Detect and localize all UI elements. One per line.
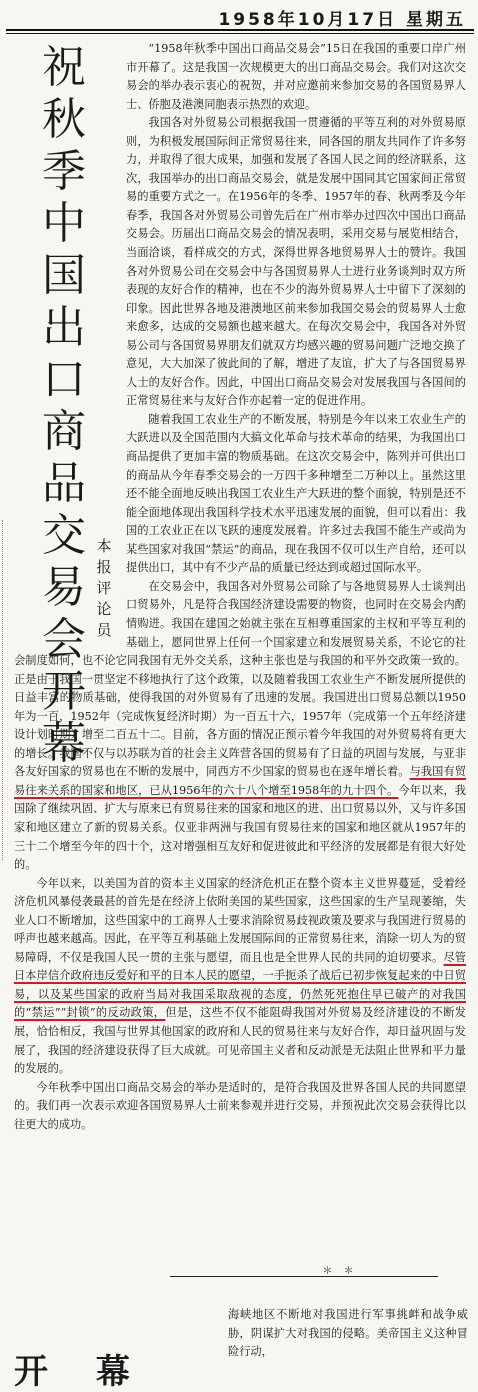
title-char: 幕 — [42, 718, 86, 769]
paragraph-text: 在交易会中，我国各对外贸易公司除了与各地贸易界人士谈判出口贸易外，凡是符合我国经济建设需要的物资，也同时在交易会内酌情购进。我国在建国之始就主张在互相尊重国家的主权和平等互利的基础上，愿同世界上任何一个国家建立和发展贸易关系，不论它的社会制度如何，也不论它同我国有无外交关系，这种主张也是与我国的和平外交政策一致的。正是由于我国一贯坚定不移地执行了这个政策，以及随着我国工农业生产不断发展所提供的日益丰富的物质基础，使得我国的对外贸易有了迅速的发展。我国进出口贸易总额以1950年为一百，1952年（完成恢复经济时期）为一百五十六，1957年（完成第一个五年经济建设计划时期）增至二百五十二。目前，各方面的情况正预示着今年我国的对外贸易将有更大的增长。我国不仅与以苏联为首的社会主义阵营各国的贸易有了日益的巩固与发展，与亚非各友好国家的贸易也在不断的发展中，同西方不少国家的贸易也在逐年增长着。 — [14, 579, 466, 779]
title-char: 交 — [42, 510, 86, 561]
header-rule — [6, 29, 474, 31]
title-char: 会 — [42, 614, 86, 665]
margin-mark — [2, 520, 9, 860]
byline-char: 论 — [96, 600, 112, 618]
title-char: 祝 — [42, 42, 86, 93]
title-char: 品 — [42, 458, 86, 509]
dateline-bar — [0, 0, 478, 34]
paragraph-text: 但是，这些不仅不能阻碍我国对外贸易及经济建设的不断发展，恰恰相反，我国与世界其他国家的政府和人民的贸易往来与友好合作，却日益巩固与发展了，我国的经济建设获得了巨大成就。可见帝国主义者和反动派是无法阻止世界和平力量的发展的。 — [14, 1006, 466, 1076]
title-char: 国 — [42, 250, 86, 301]
paragraph-text: 我国各对外贸易公司根据我国一贯遵循的平等互利的对外贸易原则，为积极发展国际间正常贸易往来，同各国的朋友共同作了许多努力，并取得了很大成果，加强和发展了各国人民之间的经济联系，这次，我国举办的出口商品交易会，就是发展中国同其它国家间正常贸易的重要方式之一。在1956年的冬季、1957年的春、秋两季及今年春季，我国各对外贸易公司曾先后在广州市举办过四次中国出口商品交易会。历届出口商品交易会的情况表明，采用交易与展览相结合，当面洽谈，看样成交的方式，深得世界各地贸易界人士的赞许。我国各对外贸易公司在交易会中与各国贸易界人士进行业务谈判时双方所表现的友好合作的精神，也在不少的海外贸易界人士中留下了深刻的印象。因此世界各地及港澳地区前来参加我国交易会的贸易界人士愈来愈多，达成的交易额也越来越大。在每次交易会中，我国各对外贸易公司与各国贸易界朋友们就双方均感兴趣的贸易问题广泛地交换了意见，大大加深了彼此间的了解，增进了友谊，扩大了与各国贸易界人士的友好合作。因此，中国出口商品交易会对发展我国与各国间的正常贸易往来与友好合作亦起着一定的促进作用。 — [126, 116, 466, 408]
title-char: 商 — [42, 406, 86, 457]
byline-char: 评 — [96, 579, 112, 597]
article-body — [14, 40, 466, 1134]
article-paragraph — [14, 875, 466, 1079]
paragraph-text: 随着我国工农业生产的不断发展，特别是今年以来工农业生产的大跃进以及全国范围内大搞文化革命与技术革命的结果，为我国出口商品提供了更加丰富的物质基础。在这次交易会中，陈列并可供出口的商品从今年春季交易会的一万四千多种增至二万种以上。虽然这里还不能全面地反映出我国工农业生产大跃进的整个面貌，特别是还不能全面地体现出我国科学技术水平迅速发展的面貌，但可以看出：我国的工农业正在以飞跃的速度发展着。许多过去我国不能生产或尚为某些国家对我国“禁运”的商品，现在我国不仅可以生产自给，还可以提供出口，其中有不少产品的质量已经达到或超过国际水平。 — [126, 412, 466, 575]
byline-char: 本 — [96, 537, 112, 555]
title-char: 口 — [42, 354, 86, 405]
next-article-snippet — [228, 1306, 468, 1362]
next-article-text: 海峡地区不断地对我国进行军事挑衅和战争威胁，阴谋扩大对我国的侵略。美帝国主义这种冒险行动， — [228, 1308, 468, 1358]
paragraph-text: 今年秋季中国出口商品交易会的举办是适时的，是符合我国及世界各国人民的共同愿望的。我们再一次表示欢迎各国贸易界人士前来参观并进行交易，并预祝此次交易会获得比以往更大的成功。 — [14, 1080, 466, 1131]
title-area-spacer — [14, 40, 126, 652]
paragraph-text: “1958年秋季中国出口商品交易会”15日在我国的重要口岸广州市开幕了。这是我国一次规模更大的出口商品交易会。我们对这次交易会的举办表示衷心的祝贺，并对应邀前来参加交易的各国贸易界人士、侨胞及港澳同胞表示热烈的欢迎。 — [126, 42, 466, 111]
highlighted-text: 尽管日本岸信介政府违反爱好和平的日本人民的愿望，一手扼杀了战后已初步恢复起来的中日贸易，以及某些国家的政府当局对我国采取敌视的态度，仍然死死抱住早已破产的对我国的“禁运”“封锁”的反动政策， — [14, 950, 466, 1020]
title-char: 出 — [42, 302, 86, 353]
paragraph-text: 今年以来，以美国为首的资本主义国家的经济危机正在整个资本主义世界蔓延，受着经济危机风暴侵袭最甚的首先是在经济上依附美国的某些国家，这些国家的生产呈现萎缩，失业人口不断增加，这些国家中的工商界人士要求消除贸易歧视政策及要求与我国进行贸易的呼声也越来越高。因此，在平等互利基础上发展国际间的正常贸易往来，消除一切人为的贸易障碍，不仅是我国人民一贯的主张与愿望，而且也是全世界人民的共同的迫切要求。 — [14, 876, 466, 964]
header-rule-thin — [6, 33, 474, 34]
byline-char: 员 — [96, 621, 112, 639]
title-char: 季 — [42, 146, 86, 197]
article-end-mark: ＊ ＊ — [322, 1266, 358, 1277]
issue-date: 1958年10月17日 星期五 — [218, 10, 466, 30]
title-char: 秋 — [42, 94, 86, 145]
byline-char: 报 — [96, 558, 112, 576]
paragraph-text: 今年以来，我国除了继续巩固、扩大与原来已有贸易往来的国家和地区的进、出口贸易以外，又与许多国家和地区建立了新的贸易关系。仅亚非两洲与我国有贸易往来的国家和地区就从1957年的三十二个增至今年的四十个，这对增强相互友好和促进彼此和平经济的发展都是有很大好处的。 — [14, 783, 466, 872]
title-char: 易 — [42, 562, 86, 613]
next-article-headline: 开 幕 — [14, 1352, 148, 1392]
title-char: 中 — [42, 198, 86, 249]
section-divider — [170, 1276, 438, 1277]
article-paragraph — [14, 1079, 466, 1135]
highlighted-text: 与我国有贸易往来关系的国家和地区，已从1956年的六十八个增至1958年的九十四个。 — [14, 765, 466, 797]
title-char: 开 — [42, 666, 86, 717]
